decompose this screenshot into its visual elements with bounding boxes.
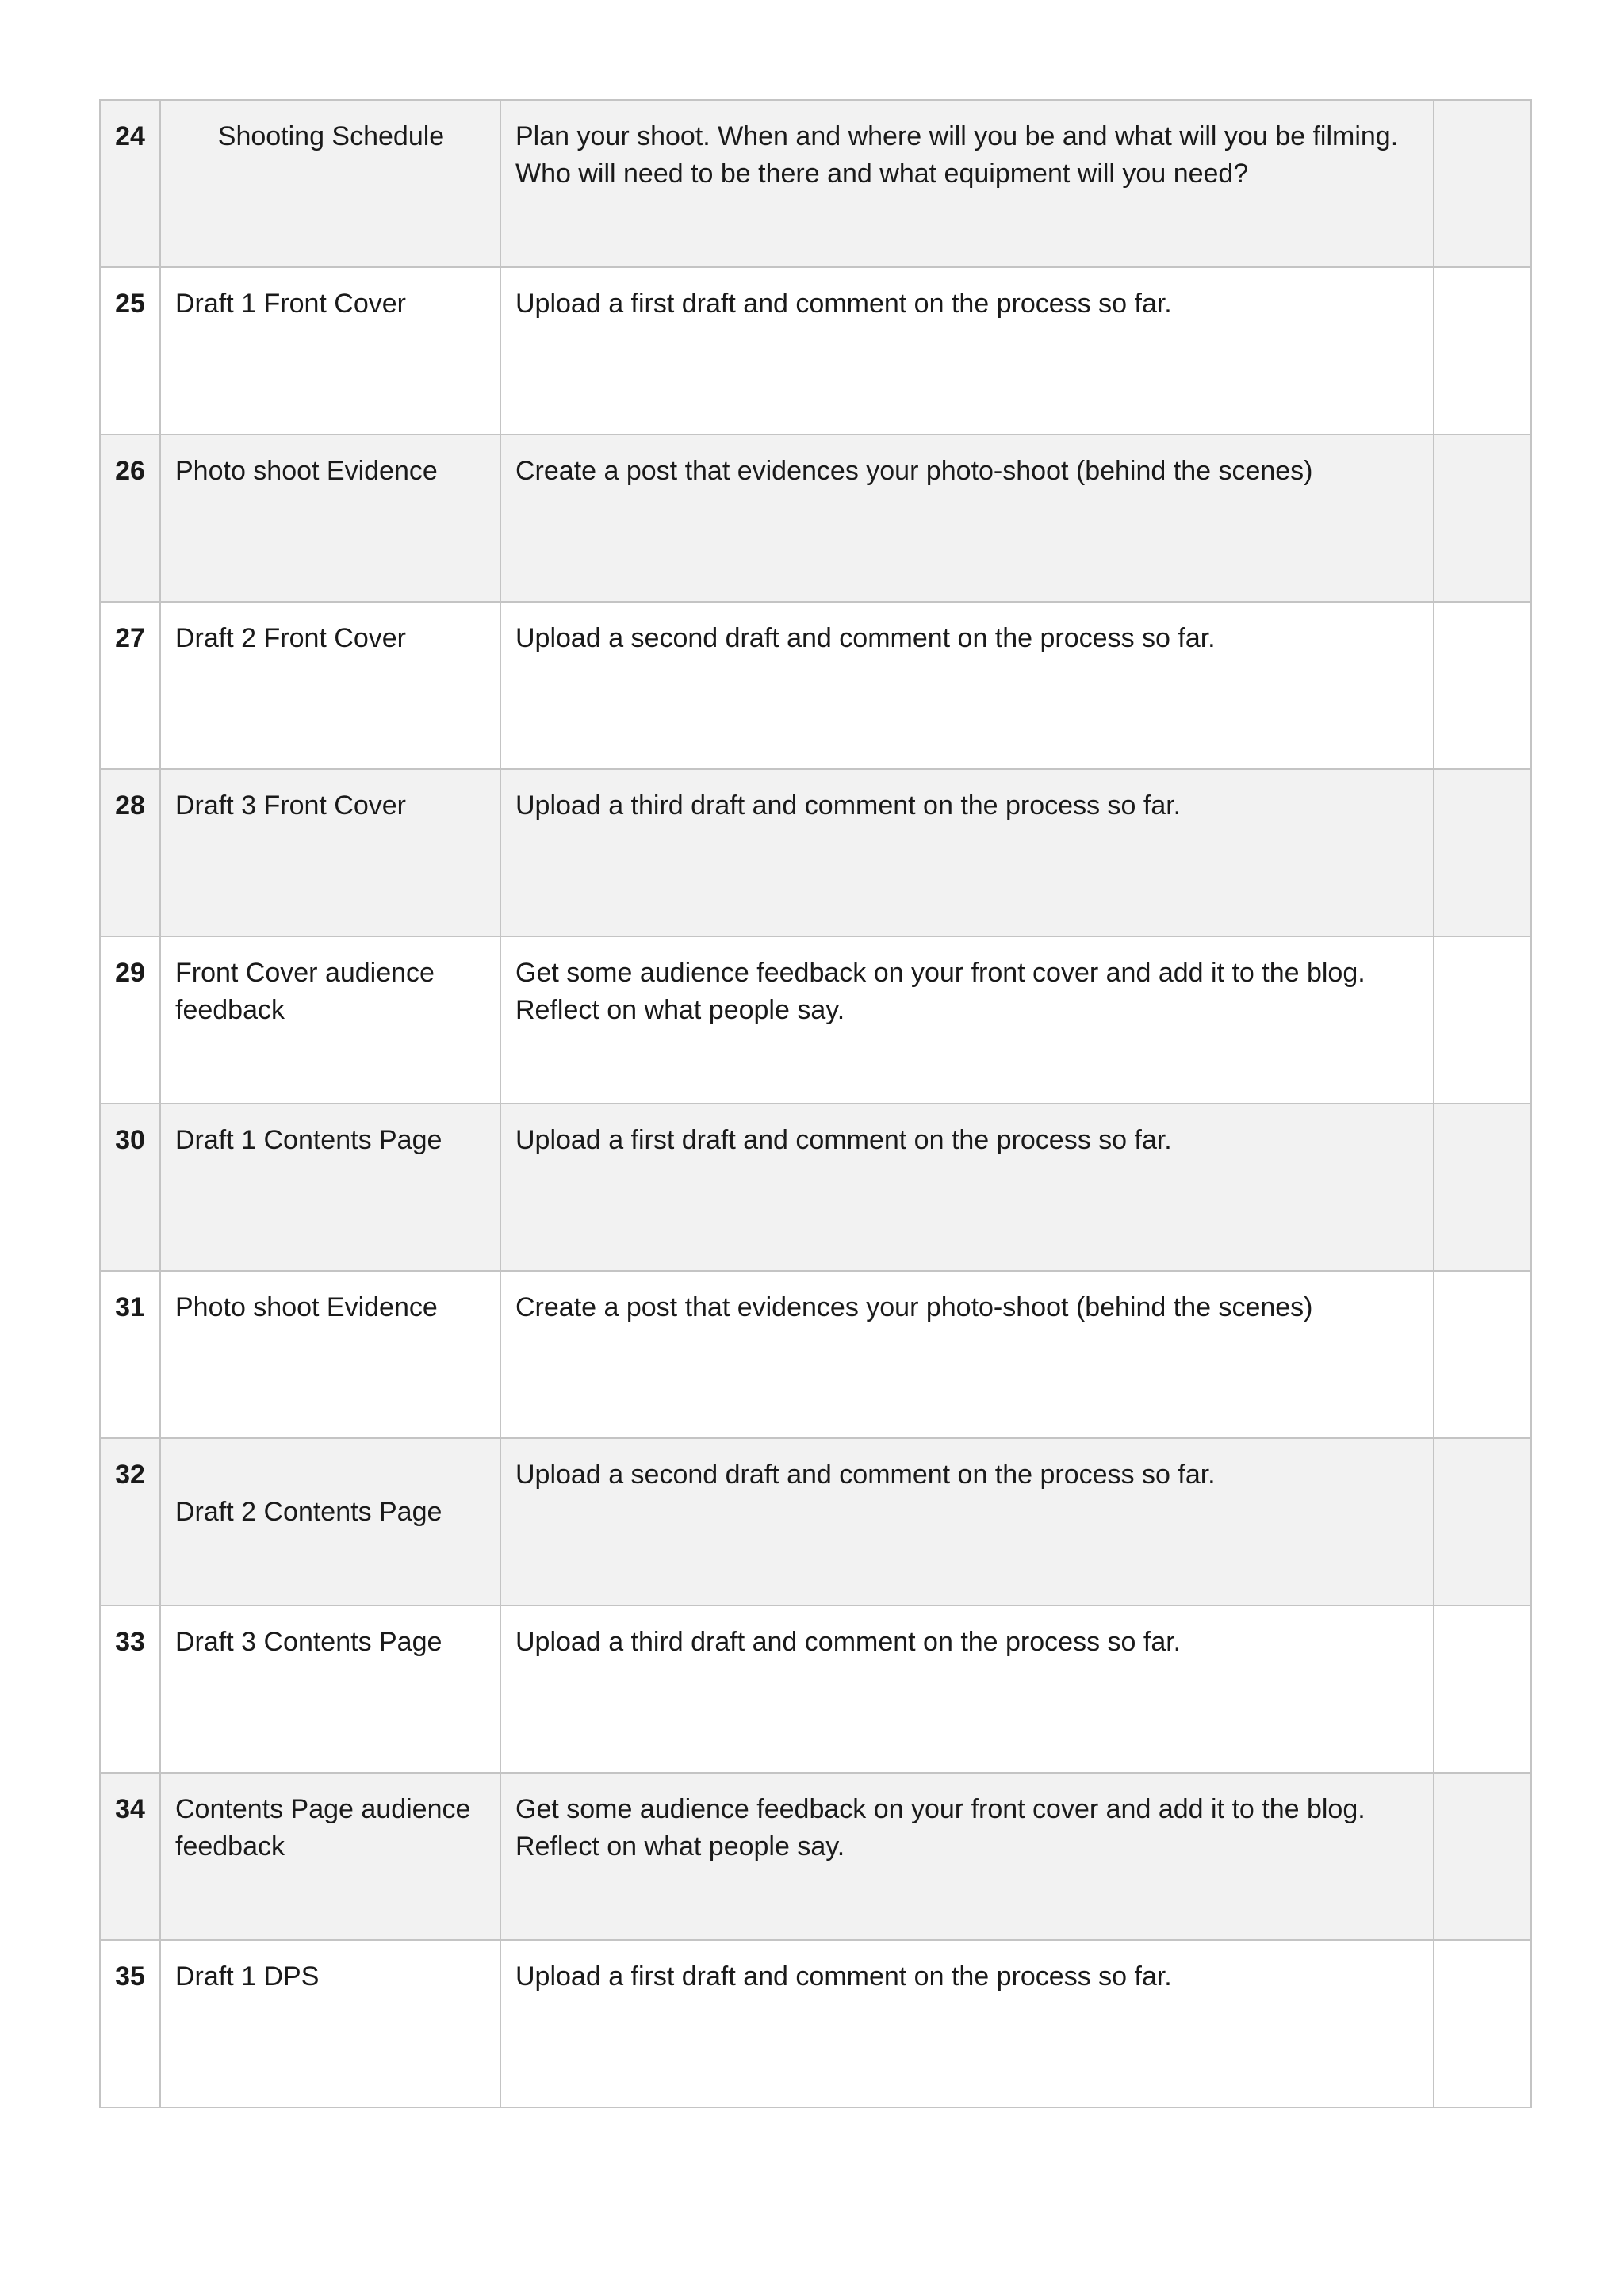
- completion-cell[interactable]: [1434, 769, 1531, 936]
- task-name: Front Cover audience feedback: [175, 958, 435, 1025]
- task-name: Draft 1 DPS: [175, 1961, 320, 1992]
- task-name: Draft 1 Front Cover: [175, 289, 406, 319]
- task-number: 29: [115, 958, 145, 988]
- task-description-cell: [500, 100, 1434, 267]
- task-description: Plan your shoot. When and where will you be and what will you be filming. Who will need to be there and what equipment will you need?: [515, 121, 1399, 189]
- task-description: Upload a first draft and comment on the process so far.: [515, 1961, 1172, 1992]
- completion-cell[interactable]: [1434, 602, 1531, 769]
- task-number: 35: [115, 1961, 145, 1992]
- task-number-cell: [100, 267, 160, 434]
- task-number-cell: [100, 1271, 160, 1438]
- task-name: Photo shoot Evidence: [175, 456, 438, 486]
- completion-cell[interactable]: [1434, 936, 1531, 1104]
- table-row: [100, 1773, 1531, 1940]
- task-name: Draft 2 Contents Page: [175, 1497, 442, 1527]
- task-description-cell: [500, 267, 1434, 434]
- task-number: 25: [115, 289, 145, 319]
- table-row: [100, 1605, 1531, 1773]
- task-name: Contents Page audience feedback: [175, 1794, 471, 1862]
- task-name-cell: [160, 267, 500, 434]
- completion-cell[interactable]: [1434, 1773, 1531, 1940]
- task-description-cell: [500, 434, 1434, 602]
- task-name-cell: [160, 1438, 500, 1605]
- task-description: Get some audience feedback on your front cover and add it to the blog. Reflect on what people say.: [515, 958, 1365, 1025]
- task-description-cell: [500, 1773, 1434, 1940]
- task-name-cell: [160, 1271, 500, 1438]
- task-number-cell: [100, 1773, 160, 1940]
- completion-cell[interactable]: [1434, 267, 1531, 434]
- task-number-cell: [100, 434, 160, 602]
- task-name-cell: [160, 769, 500, 936]
- task-name-cell: [160, 1940, 500, 2107]
- task-description-cell: [500, 936, 1434, 1104]
- task-number: 26: [115, 456, 145, 486]
- task-name-cell: [160, 1773, 500, 1940]
- task-number: 32: [115, 1460, 145, 1490]
- task-number-cell: [100, 1438, 160, 1605]
- task-description-cell: [500, 769, 1434, 936]
- task-name: Shooting Schedule: [217, 121, 445, 151]
- table-row: [100, 602, 1531, 769]
- task-description: Upload a third draft and comment on the process so far.: [515, 790, 1182, 821]
- table-row: [100, 434, 1531, 602]
- completion-cell[interactable]: [1434, 1438, 1531, 1605]
- task-description: Upload a first draft and comment on the process so far.: [515, 289, 1172, 319]
- task-number-cell: [100, 1940, 160, 2107]
- task-description: Create a post that evidences your photo-shoot (behind the scenes): [515, 1292, 1313, 1322]
- table-row: [100, 936, 1531, 1104]
- task-description-cell: [500, 1104, 1434, 1271]
- task-number-cell: [100, 769, 160, 936]
- completion-cell[interactable]: [1434, 1605, 1531, 1773]
- completion-cell[interactable]: [1434, 1104, 1531, 1271]
- task-description: Upload a second draft and comment on the process so far.: [515, 1460, 1216, 1490]
- task-number: 34: [115, 1794, 145, 1824]
- task-number: 33: [115, 1627, 145, 1657]
- task-description-cell: [500, 1438, 1434, 1605]
- task-number-cell: [100, 1605, 160, 1773]
- table-row: [100, 1940, 1531, 2107]
- task-name-cell: [160, 936, 500, 1104]
- task-description: Get some audience feedback on your front cover and add it to the blog. Reflect on what people say.: [515, 1794, 1365, 1862]
- task-name: Draft 2 Front Cover: [175, 623, 406, 653]
- table-row: [100, 1438, 1531, 1605]
- task-description: Upload a first draft and comment on the process so far.: [515, 1125, 1172, 1155]
- task-number: 28: [115, 790, 145, 821]
- task-name: Draft 1 Contents Page: [175, 1125, 442, 1155]
- table-row: [100, 1104, 1531, 1271]
- task-number: 24: [115, 121, 145, 151]
- task-description: Upload a third draft and comment on the process so far.: [515, 1627, 1182, 1657]
- task-name-cell: [160, 434, 500, 602]
- task-name: Draft 3 Front Cover: [175, 790, 406, 821]
- task-description: Upload a second draft and comment on the process so far.: [515, 623, 1216, 653]
- table-row: [100, 267, 1531, 434]
- task-description-cell: [500, 1940, 1434, 2107]
- completion-cell[interactable]: [1434, 1940, 1531, 2107]
- task-name: Draft 3 Contents Page: [175, 1627, 442, 1657]
- task-number-cell: [100, 936, 160, 1104]
- task-number-cell: [100, 100, 160, 267]
- task-name-cell: [160, 1104, 500, 1271]
- task-number: 27: [115, 623, 145, 653]
- task-description: Create a post that evidences your photo-shoot (behind the scenes): [515, 456, 1313, 486]
- task-number-cell: [100, 602, 160, 769]
- task-name-cell: [160, 1605, 500, 1773]
- table-row: [100, 769, 1531, 936]
- task-checklist-table: [99, 99, 1532, 2108]
- task-name: Photo shoot Evidence: [175, 1292, 438, 1322]
- completion-cell[interactable]: [1434, 100, 1531, 267]
- completion-cell[interactable]: [1434, 1271, 1531, 1438]
- task-number-cell: [100, 1104, 160, 1271]
- task-description-cell: [500, 1271, 1434, 1438]
- table-row: [100, 1271, 1531, 1438]
- task-number: 30: [115, 1125, 145, 1155]
- table-row: [100, 100, 1531, 267]
- task-name-cell: [160, 100, 500, 267]
- task-description-cell: [500, 1605, 1434, 1773]
- task-name-cell: [160, 602, 500, 769]
- task-number: 31: [115, 1292, 145, 1322]
- completion-cell[interactable]: [1434, 434, 1531, 602]
- task-description-cell: [500, 602, 1434, 769]
